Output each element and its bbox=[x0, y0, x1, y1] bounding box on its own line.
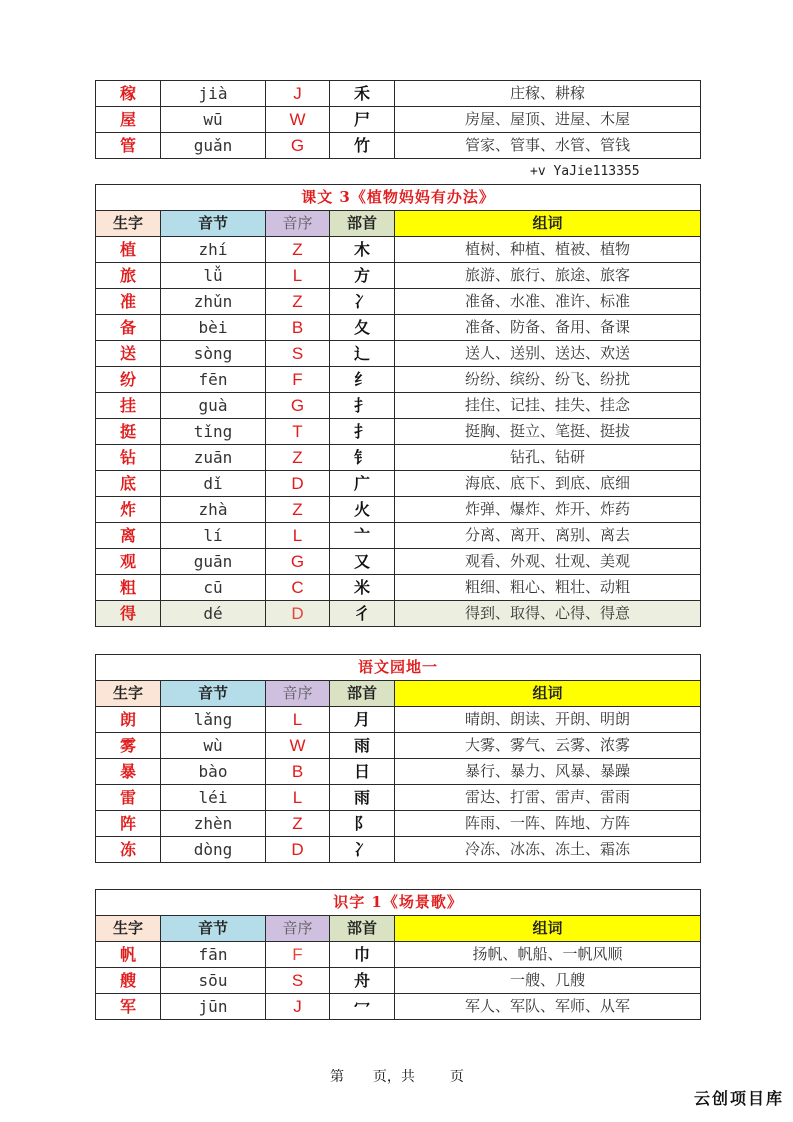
table-row bbox=[96, 549, 701, 575]
pinyin-cell: zhà bbox=[161, 497, 266, 523]
words-cell: 庄稼、耕稼 bbox=[395, 81, 701, 107]
char-cell: 粗 bbox=[96, 575, 161, 601]
words-cell: 雷达、打雷、雷声、雷雨 bbox=[395, 785, 701, 811]
words-cell: 晴朗、朗读、开朗、明朗 bbox=[395, 707, 701, 733]
table-row bbox=[96, 341, 701, 367]
char-cell: 得 bbox=[96, 601, 161, 627]
pinyin-cell: zuān bbox=[161, 445, 266, 471]
table-row bbox=[96, 523, 701, 549]
radical-cell: 广 bbox=[330, 471, 395, 497]
pinyin-cell: wù bbox=[161, 733, 266, 759]
table-body bbox=[96, 707, 701, 863]
table-row bbox=[96, 733, 701, 759]
words-cell: 得到、取得、心得、得意 bbox=[395, 601, 701, 627]
table-row bbox=[96, 393, 701, 419]
vocab-table-literacy1 bbox=[95, 889, 701, 1020]
char-cell: 观 bbox=[96, 549, 161, 575]
seq-cell: Z bbox=[266, 497, 330, 523]
radical-cell: 扌 bbox=[330, 419, 395, 445]
radical-cell: 雨 bbox=[330, 785, 395, 811]
header-char: 生字 bbox=[96, 916, 161, 942]
pinyin-cell: lǎng bbox=[161, 707, 266, 733]
header-radical: 部首 bbox=[330, 916, 395, 942]
seq-cell: L bbox=[266, 707, 330, 733]
char-cell: 备 bbox=[96, 315, 161, 341]
pinyin-cell: fēn bbox=[161, 367, 266, 393]
pinyin-cell: jūn bbox=[161, 994, 266, 1020]
radical-cell: 钅 bbox=[330, 445, 395, 471]
pinyin-cell: zhǔn bbox=[161, 289, 266, 315]
pinyin-cell: cū bbox=[161, 575, 266, 601]
radical-cell: 辶 bbox=[330, 341, 395, 367]
char-cell: 挺 bbox=[96, 419, 161, 445]
char-cell: 钻 bbox=[96, 445, 161, 471]
pinyin-cell: dé bbox=[161, 601, 266, 627]
char-cell: 管 bbox=[96, 133, 161, 159]
char-cell: 纷 bbox=[96, 367, 161, 393]
char-cell: 屋 bbox=[96, 107, 161, 133]
table-row bbox=[96, 133, 701, 159]
table-row bbox=[96, 759, 701, 785]
words-cell: 植树、种植、植被、植物 bbox=[395, 237, 701, 263]
char-cell: 稼 bbox=[96, 81, 161, 107]
table-row bbox=[96, 445, 701, 471]
words-cell: 暴行、暴力、风暴、暴躁 bbox=[395, 759, 701, 785]
words-cell: 炸弹、爆炸、炸开、炸药 bbox=[395, 497, 701, 523]
radical-cell: 木 bbox=[330, 237, 395, 263]
table-row bbox=[96, 811, 701, 837]
radical-cell: 舟 bbox=[330, 968, 395, 994]
pinyin-cell: guǎn bbox=[161, 133, 266, 159]
radical-cell: 夂 bbox=[330, 315, 395, 341]
table-row bbox=[96, 107, 701, 133]
char-cell: 朗 bbox=[96, 707, 161, 733]
table-row bbox=[96, 81, 701, 107]
table-row bbox=[96, 968, 701, 994]
seq-cell: D bbox=[266, 471, 330, 497]
header-char: 生字 bbox=[96, 211, 161, 237]
footer-page-suffix: 页 bbox=[449, 1069, 464, 1085]
char-cell: 挂 bbox=[96, 393, 161, 419]
radical-cell: 纟 bbox=[330, 367, 395, 393]
words-cell: 冷冻、冰冻、冻土、霜冻 bbox=[395, 837, 701, 863]
pinyin-cell: fān bbox=[161, 942, 266, 968]
radical-cell: 又 bbox=[330, 549, 395, 575]
radical-cell: 扌 bbox=[330, 393, 395, 419]
char-cell: 植 bbox=[96, 237, 161, 263]
char-cell: 军 bbox=[96, 994, 161, 1020]
header-radical: 部首 bbox=[330, 681, 395, 707]
watermark-text: +v YaJie113355 bbox=[530, 164, 640, 179]
table-row bbox=[96, 575, 701, 601]
seq-cell: D bbox=[266, 837, 330, 863]
words-cell: 纷纷、缤纷、纷飞、纷扰 bbox=[395, 367, 701, 393]
header-words: 组词 bbox=[395, 681, 701, 707]
pinyin-cell: zhèn bbox=[161, 811, 266, 837]
header-pinyin: 音节 bbox=[161, 916, 266, 942]
seq-cell: B bbox=[266, 759, 330, 785]
table-row bbox=[96, 601, 701, 627]
radical-cell: 竹 bbox=[330, 133, 395, 159]
table-row bbox=[96, 785, 701, 811]
pinyin-cell: sòng bbox=[161, 341, 266, 367]
char-cell: 底 bbox=[96, 471, 161, 497]
seq-cell: S bbox=[266, 341, 330, 367]
radical-cell: 日 bbox=[330, 759, 395, 785]
table-row bbox=[96, 471, 701, 497]
header-pinyin: 音节 bbox=[161, 211, 266, 237]
words-cell: 旅游、旅行、旅途、旅客 bbox=[395, 263, 701, 289]
footer-page-prefix: 第 bbox=[330, 1069, 344, 1085]
pinyin-cell: sōu bbox=[161, 968, 266, 994]
table-row bbox=[96, 263, 701, 289]
char-cell: 离 bbox=[96, 523, 161, 549]
radical-cell: 米 bbox=[330, 575, 395, 601]
words-cell: 挺胸、挺立、笔挺、挺拔 bbox=[395, 419, 701, 445]
pinyin-cell: tǐng bbox=[161, 419, 266, 445]
table-body bbox=[96, 81, 701, 159]
pinyin-cell: guān bbox=[161, 549, 266, 575]
words-cell: 送人、送别、送达、欢送 bbox=[395, 341, 701, 367]
header-char: 生字 bbox=[96, 681, 161, 707]
seq-cell: L bbox=[266, 523, 330, 549]
seq-cell: Z bbox=[266, 445, 330, 471]
words-cell: 大雾、雾气、云雾、浓雾 bbox=[395, 733, 701, 759]
radical-cell: 火 bbox=[330, 497, 395, 523]
seq-cell: L bbox=[266, 785, 330, 811]
seq-cell: G bbox=[266, 393, 330, 419]
words-cell: 挂住、记挂、挂失、挂念 bbox=[395, 393, 701, 419]
radical-cell: 尸 bbox=[330, 107, 395, 133]
radical-cell: 巾 bbox=[330, 942, 395, 968]
words-cell: 准备、防备、备用、备课 bbox=[395, 315, 701, 341]
radical-cell: 方 bbox=[330, 263, 395, 289]
table-row bbox=[96, 942, 701, 968]
seq-cell: W bbox=[266, 107, 330, 133]
pinyin-cell: zhí bbox=[161, 237, 266, 263]
section-title: 课文 3《植物妈妈有办法》 bbox=[96, 185, 701, 211]
table-row bbox=[96, 497, 701, 523]
vocab-table-continued bbox=[95, 80, 701, 159]
radical-cell: 冫 bbox=[330, 289, 395, 315]
table-body bbox=[96, 942, 701, 1020]
words-cell: 海底、底下、到底、底细 bbox=[395, 471, 701, 497]
vocab-table-lesson3 bbox=[95, 184, 701, 627]
seq-cell: F bbox=[266, 367, 330, 393]
seq-cell: W bbox=[266, 733, 330, 759]
seq-cell: J bbox=[266, 81, 330, 107]
pinyin-cell: guà bbox=[161, 393, 266, 419]
seq-cell: Z bbox=[266, 289, 330, 315]
seq-cell: T bbox=[266, 419, 330, 445]
header-words: 组词 bbox=[395, 916, 701, 942]
char-cell: 炸 bbox=[96, 497, 161, 523]
radical-cell: 冖 bbox=[330, 994, 395, 1020]
header-seq: 音序 bbox=[266, 211, 330, 237]
words-cell: 钻孔、钻研 bbox=[395, 445, 701, 471]
char-cell: 帆 bbox=[96, 942, 161, 968]
table-row bbox=[96, 707, 701, 733]
radical-cell: 禾 bbox=[330, 81, 395, 107]
radical-cell: 阝 bbox=[330, 811, 395, 837]
pinyin-cell: jià bbox=[161, 81, 266, 107]
char-cell: 送 bbox=[96, 341, 161, 367]
seq-cell: Z bbox=[266, 237, 330, 263]
header-radical: 部首 bbox=[330, 211, 395, 237]
words-cell: 分离、离开、离别、离去 bbox=[395, 523, 701, 549]
pinyin-cell: bèi bbox=[161, 315, 266, 341]
radical-cell: 彳 bbox=[330, 601, 395, 627]
header-pinyin: 音节 bbox=[161, 681, 266, 707]
char-cell: 艘 bbox=[96, 968, 161, 994]
header-seq: 音序 bbox=[266, 681, 330, 707]
seq-cell: J bbox=[266, 994, 330, 1020]
vocab-table-garden1 bbox=[95, 654, 701, 863]
char-cell: 暴 bbox=[96, 759, 161, 785]
logo-text: 云创项目库 bbox=[694, 1089, 785, 1108]
words-cell: 军人、军队、军师、从军 bbox=[395, 994, 701, 1020]
seq-cell: C bbox=[266, 575, 330, 601]
seq-cell: D bbox=[266, 601, 330, 627]
pinyin-cell: lǚ bbox=[161, 263, 266, 289]
char-cell: 雾 bbox=[96, 733, 161, 759]
page-footer bbox=[330, 1066, 464, 1086]
seq-cell: L bbox=[266, 263, 330, 289]
char-cell: 准 bbox=[96, 289, 161, 315]
table-row bbox=[96, 237, 701, 263]
radical-cell: 亠 bbox=[330, 523, 395, 549]
char-cell: 雷 bbox=[96, 785, 161, 811]
words-cell: 管家、管事、水管、管钱 bbox=[395, 133, 701, 159]
char-cell: 旅 bbox=[96, 263, 161, 289]
footer-page-mid: 页，共 bbox=[372, 1069, 415, 1085]
table-body bbox=[96, 237, 701, 627]
radical-cell: 冫 bbox=[330, 837, 395, 863]
radical-cell: 月 bbox=[330, 707, 395, 733]
words-cell: 一艘、几艘 bbox=[395, 968, 701, 994]
seq-cell: G bbox=[266, 133, 330, 159]
seq-cell: G bbox=[266, 549, 330, 575]
words-cell: 准备、水准、准许、标准 bbox=[395, 289, 701, 315]
char-cell: 冻 bbox=[96, 837, 161, 863]
words-cell: 扬帆、帆船、一帆风顺 bbox=[395, 942, 701, 968]
pinyin-cell: léi bbox=[161, 785, 266, 811]
words-cell: 观看、外观、壮观、美观 bbox=[395, 549, 701, 575]
table-row bbox=[96, 419, 701, 445]
header-seq: 音序 bbox=[266, 916, 330, 942]
section-title: 识字 1《场景歌》 bbox=[96, 890, 701, 916]
pinyin-cell: wū bbox=[161, 107, 266, 133]
table-row bbox=[96, 367, 701, 393]
words-cell: 阵雨、一阵、阵地、方阵 bbox=[395, 811, 701, 837]
radical-cell: 雨 bbox=[330, 733, 395, 759]
pinyin-cell: bào bbox=[161, 759, 266, 785]
header-words: 组词 bbox=[395, 211, 701, 237]
pinyin-cell: dòng bbox=[161, 837, 266, 863]
table-row bbox=[96, 315, 701, 341]
seq-cell: F bbox=[266, 942, 330, 968]
section-title: 语文园地一 bbox=[96, 655, 701, 681]
seq-cell: S bbox=[266, 968, 330, 994]
char-cell: 阵 bbox=[96, 811, 161, 837]
words-cell: 房屋、屋顶、进屋、木屋 bbox=[395, 107, 701, 133]
words-cell: 粗细、粗心、粗壮、动粗 bbox=[395, 575, 701, 601]
table-row bbox=[96, 837, 701, 863]
seq-cell: Z bbox=[266, 811, 330, 837]
seq-cell: B bbox=[266, 315, 330, 341]
pinyin-cell: dǐ bbox=[161, 471, 266, 497]
table-row bbox=[96, 994, 701, 1020]
pinyin-cell: lí bbox=[161, 523, 266, 549]
table-row bbox=[96, 289, 701, 315]
